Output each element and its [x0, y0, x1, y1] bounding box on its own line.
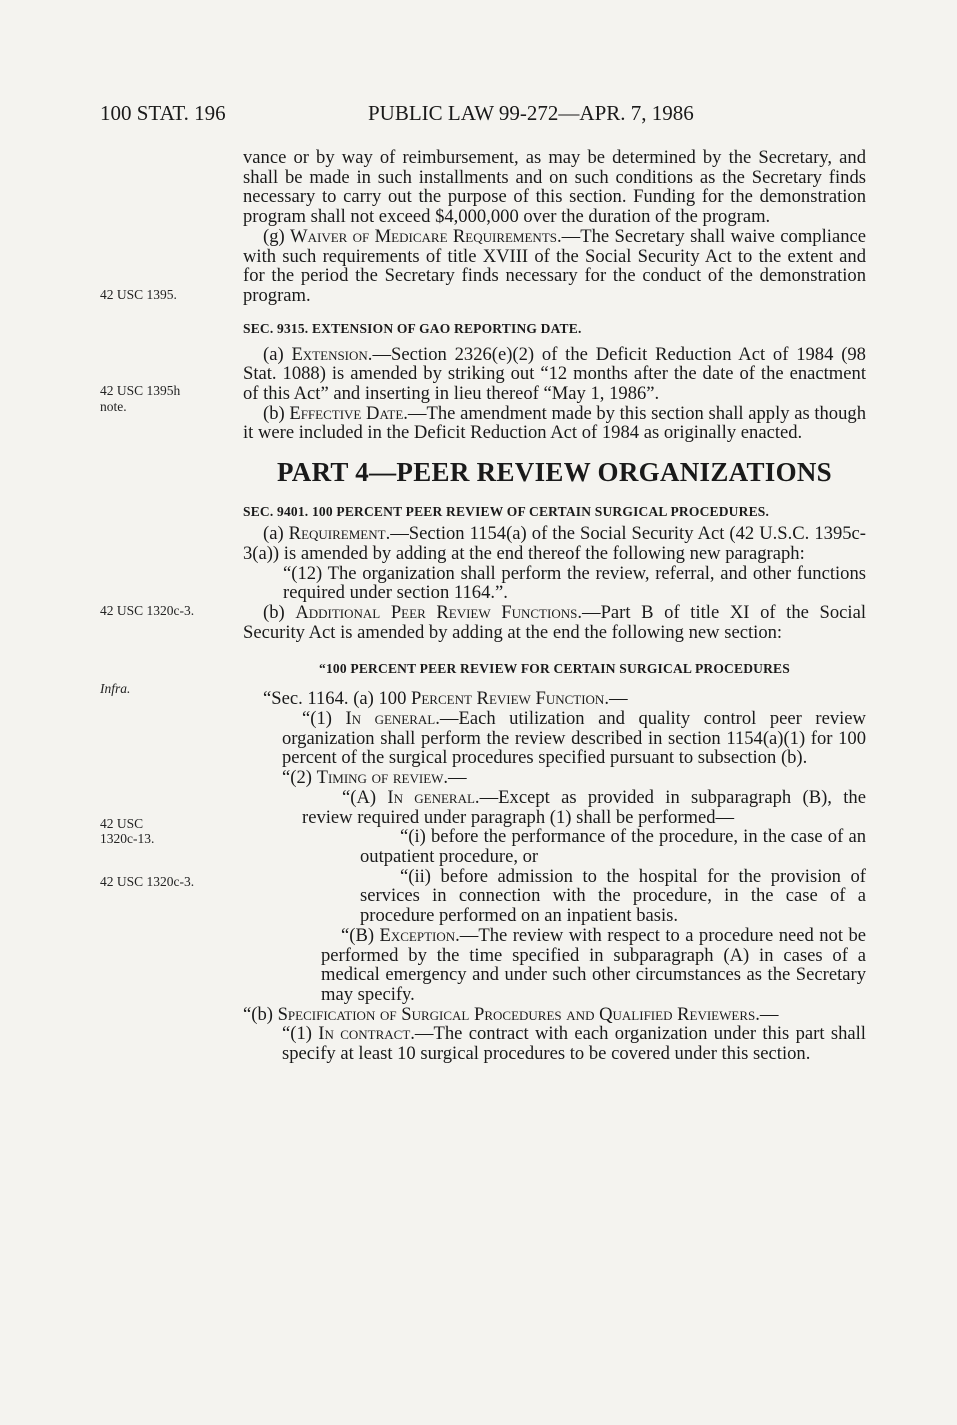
statute-text — [243, 148, 866, 1064]
paragraph: “(1) In contract.—The contract with each organization under this part shall specify at least 10 surgical procedures to be covered under this section. — [282, 1023, 866, 1065]
law-title: PUBLIC LAW 99-272—APR. 7, 1986 — [368, 101, 694, 125]
paragraph: (b) Additional Peer Review Functions.—Part B of title XI of the Social Security Act is amended by adding at the end the following new section: — [243, 601, 866, 643]
paragraph: “(i) before the performance of the procedure, in the case of an outpatient procedure, or — [360, 826, 866, 867]
paragraph: “Sec. 1164. (a) 100 Percent Review Function.— — [263, 688, 628, 710]
section-heading: SEC. 9401. 100 PERCENT PEER REVIEW OF CERTAIN SURGICAL PROCEDURES. — [243, 504, 770, 520]
margin-note: note. — [100, 399, 127, 414]
paragraph: (a) Extension.—Section 2326(e)(2) of the Deficit Reduction Act of 1984 (98 Stat. 1088) is amended by striking out “12 months after the date of the enactment of this Act” and inserting in lieu thereof “May 1, 1986”. — [243, 343, 866, 405]
inserted-section-heading: “100 PERCENT PEER REVIEW FOR CERTAIN SURGICAL PROCEDURES — [319, 661, 790, 677]
margin-note: 42 USC 1395. — [100, 287, 177, 302]
stat-page-number: 100 STAT. 196 — [100, 101, 226, 125]
paragraph: (g) Waiver of Medicare Requirements.—The Secretary shall waive compliance with such requirements of title XVIII of the Social Security Act to the extent and for the period the Secretary finds necessary for the conduct of the demonstration program. — [243, 225, 866, 306]
margin-note: 42 USC — [100, 816, 144, 831]
paragraph: vance or by way of reimbursement, as may be determined by the Secretary, and shall be made in such installments and on such conditions as the Secretary finds necessary to carry out the purpose of this section. Funding for the demonstration program shall not exceed $4,000,000 over the duration of the program. — [243, 147, 866, 228]
margin-note: Infra. — [100, 681, 131, 696]
paragraph: “(2) Timing of review.— — [282, 767, 467, 789]
paragraph: “(ii) before admission to the hospital for the provision of services in connection with the procedure, in the case of a procedure performed on an inpatient basis. — [360, 865, 866, 927]
paragraph: (a) Requirement.—Section 1154(a) of the Social Security Act (42 U.S.C. 1395c-3(a)) is amended by adding at the end thereof the following new paragraph: — [243, 523, 866, 564]
margin-note: 42 USC 1320c-3. — [100, 874, 195, 889]
paragraph: (b) Effective Date.—The amendment made by this section shall apply as though it were included in the Deficit Reduction Act of 1984 as originally enacted. — [243, 402, 866, 444]
paragraph: “(A) In general.—Except as provided in subparagraph (B), the review required under paragraph (1) shall be performed— — [302, 786, 866, 828]
margin-note: 42 USC 1320c-3. — [100, 603, 195, 618]
section-heading: SEC. 9315. EXTENSION OF GAO REPORTING DATE. — [243, 320, 582, 336]
paragraph: “(1) In general.—Each utilization and quality control peer review organization shall perform the review described in section 1154(a)(1) for 100 percent of the surgical procedures specified pursuant to subsection (b). — [282, 708, 866, 769]
part-heading: PART 4—PEER REVIEW ORGANIZATIONS — [277, 457, 832, 488]
margin-note: 1320c-13. — [100, 831, 155, 846]
paragraph: “(B) Exception.—The review with respect to a procedure need not be performed by the time specified in subparagraph (A) in cases of a medical emergency and under such other circumstances as the Secretary may specify. — [321, 924, 867, 1005]
margin-note: 42 USC 1395h — [100, 383, 181, 398]
paragraph: “(12) The organization shall perform the review, referral, and other functions required under section 1164.”. — [283, 562, 866, 604]
paragraph: “(b) Specification of Surgical Procedures and Qualified Reviewers.— — [243, 1003, 779, 1025]
